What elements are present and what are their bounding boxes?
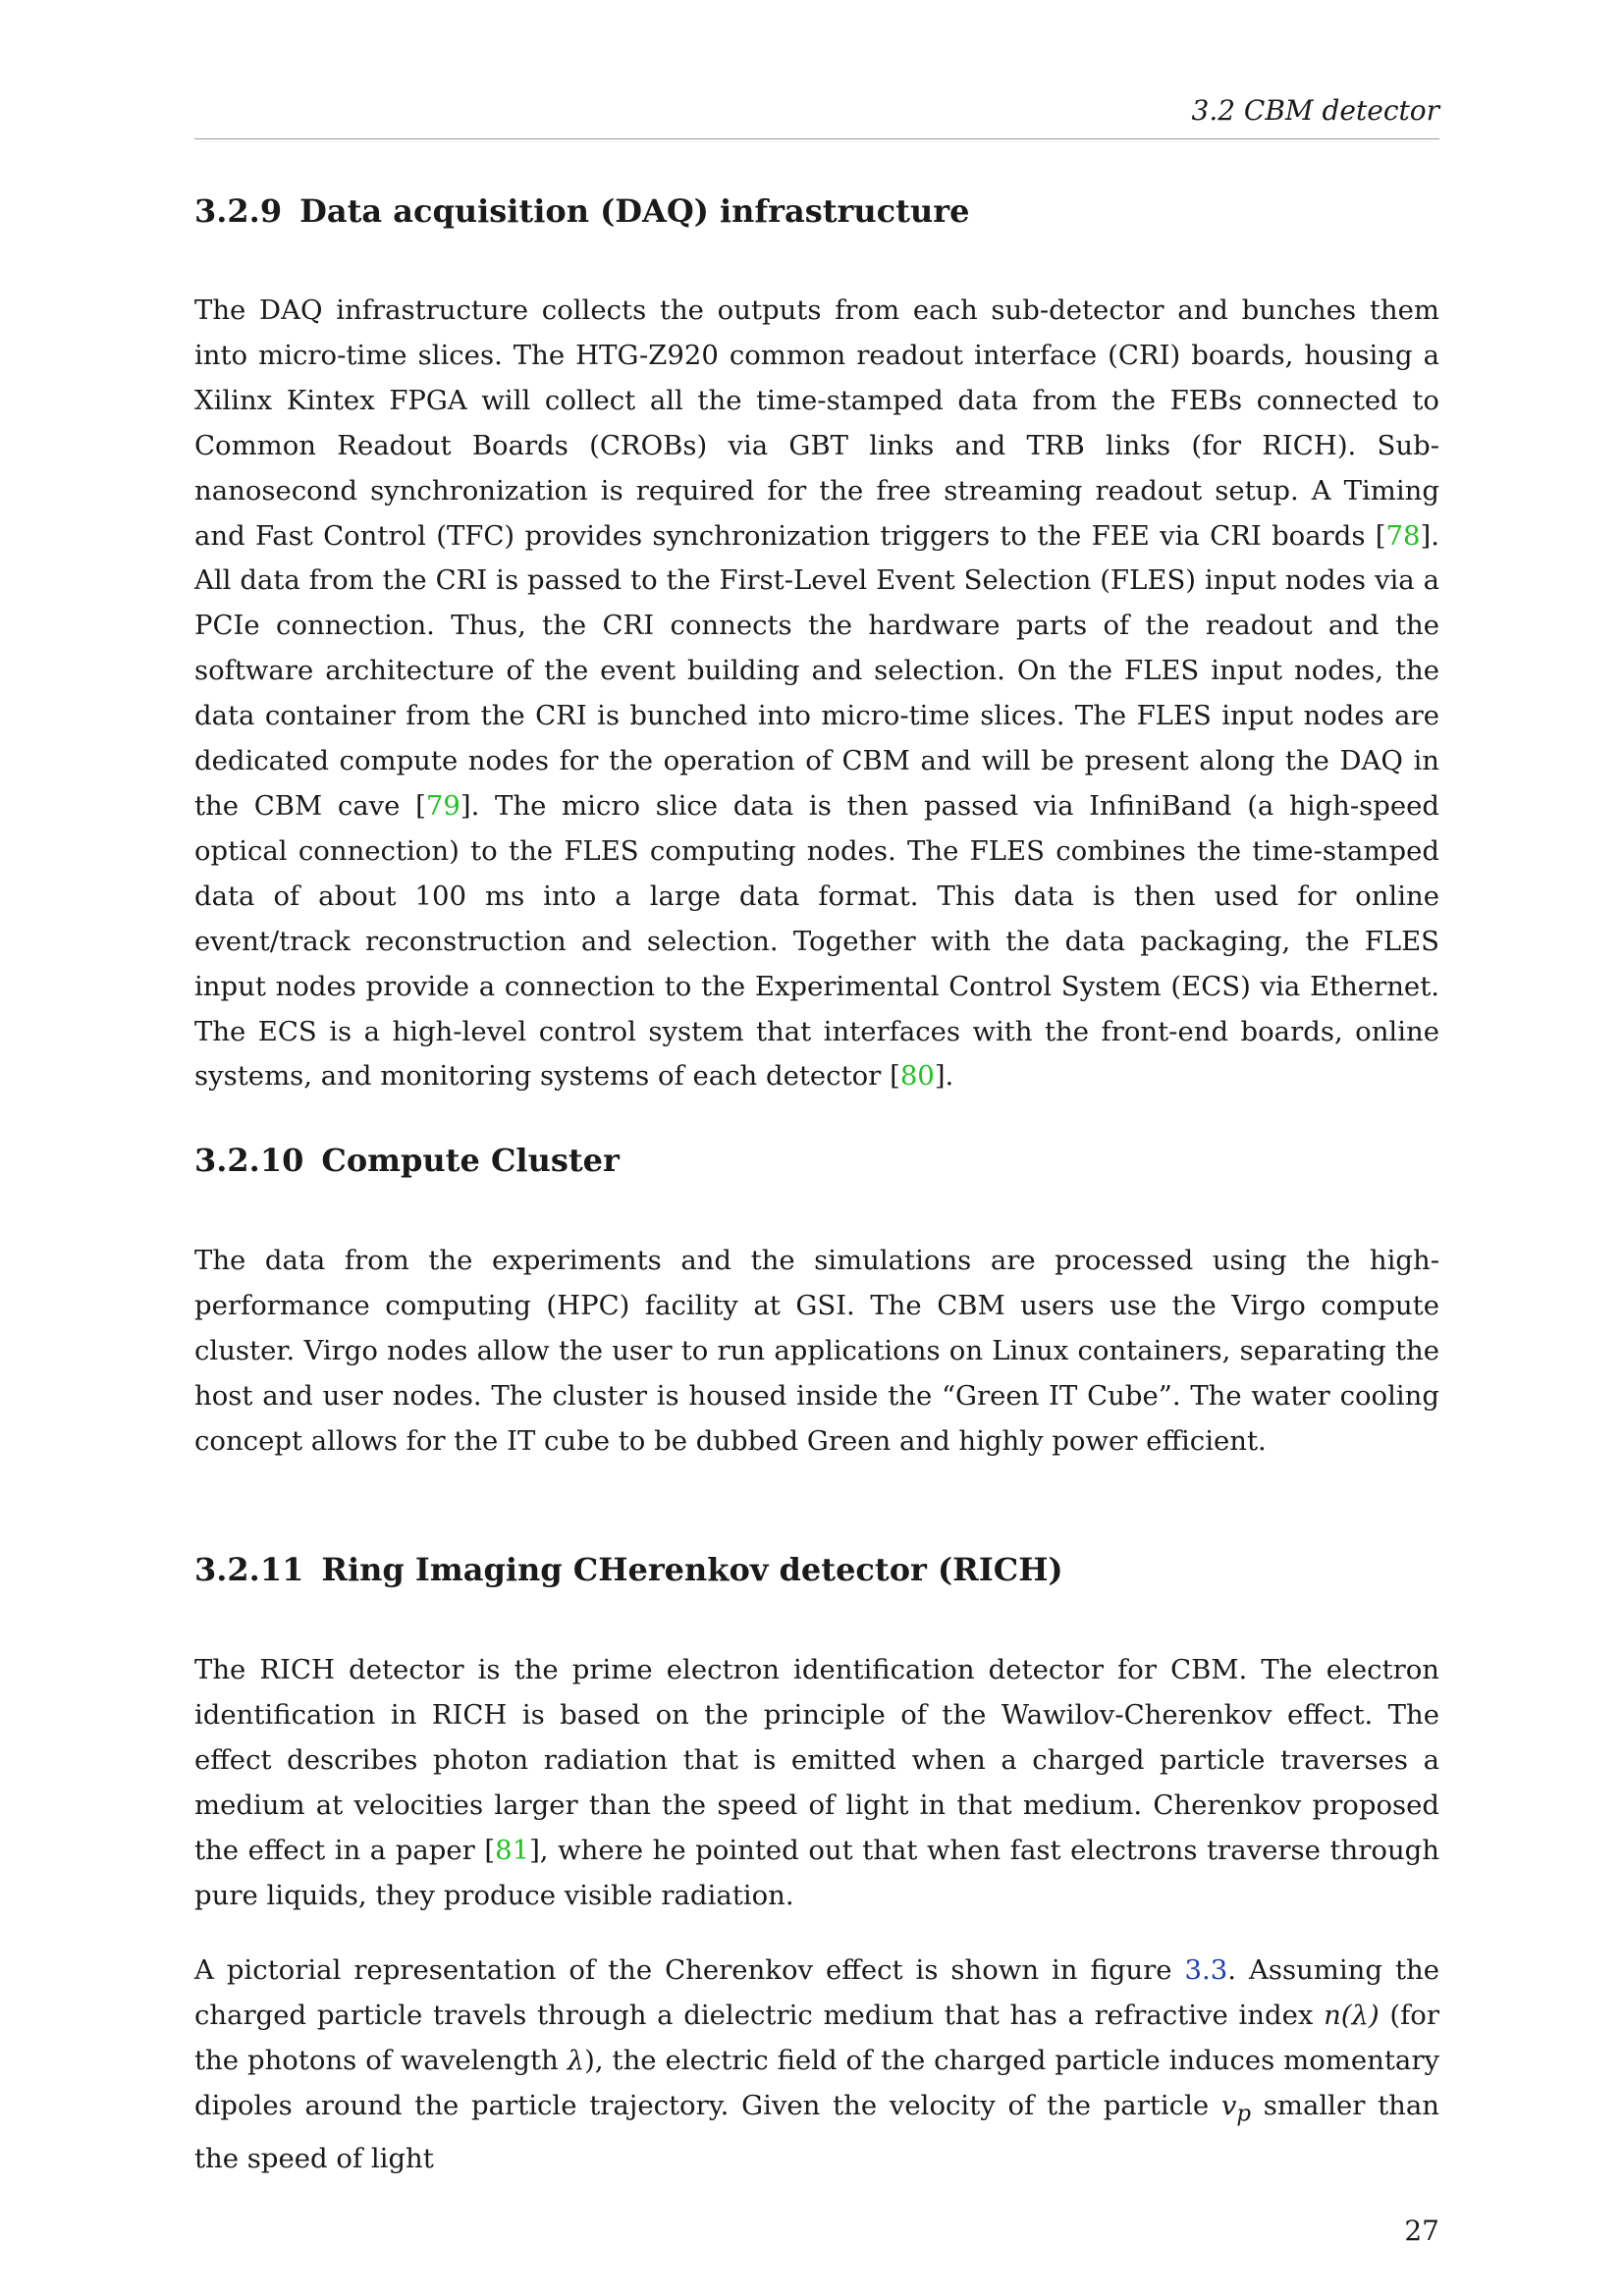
section-heading-daq (194, 192, 969, 230)
text-run: The data from the experiments and the simulations are processed using the high-performance computing (HPC) facility at GSI. The CBM users use the Virgo compute cluster. Virgo nodes allow the user to run applications on Linux containers, separating the host and user nodes. The cluster is housed inside the “Green IT Cube”. The water cooling concept allows for the IT cube to be dubbed Green and highly power efficient. (194, 1245, 1439, 1457)
paragraph-cherenkov-effect (194, 1949, 1439, 2182)
citation-link-80[interactable]: 80 (899, 1060, 935, 1093)
math-velocity-base: v (1220, 2089, 1237, 2121)
section-title: Ring Imaging CHerenkov detector (RICH) (321, 1551, 1063, 1588)
text-run: The RICH detector is the prime electron identification detector for CBM. The electron identification in RICH is based on the principle of the Wawilov-Cherenkov effect. The effect describes photon radiation that is emitted when a charged particle traverses a medium at velocities larger than the speed of light in that medium. Cherenkov proposed the effect in a paper [ (194, 1654, 1439, 1866)
text-run: ]. All data from the CRI is passed to the First-Level Event Selection (FLES) input nodes via a PCIe connection. Thus, the CRI connects the hardware parts of the readout and the software architecture of the event building and selection. On the FLES input nodes, the data container from the CRI is bunched into micro-time slices. The FLES input nodes are dedicated compute nodes for the operation of CBM and will be present along the DAQ in the CBM cave [ (194, 519, 1439, 822)
text-run: A pictorial representation of the Cherenkov effect is shown in figure (194, 1954, 1185, 1986)
text-run: ]. The micro slice data is then passed via InfiniBand (a high-speed optical connection) to the FLES computing nodes. The FLES combines the time-stamped data of about 100 ms into a large data format. This data is then used for online event/track reconstruction and selection. Together with the data packaging, the FLES input nodes provide a connection to the Experimental Control System (ECS) via Ethernet. The ECS is a high-level control system that interfaces with the front-end boards, online systems, and monitoring systems of each detector [ (194, 789, 1439, 1093)
paragraph-compute-cluster (194, 1239, 1439, 1465)
citation-link-78[interactable]: 78 (1385, 519, 1421, 552)
text-run: ), the electric field of the charged particle induces momentary dipoles around the particle trajectory. Given the velocity of the particle (194, 2044, 1439, 2121)
text-run: smaller than the speed of light (194, 2089, 1439, 2175)
text-run: ], where he pointed out that when fast electrons traverse through pure liquids, they produce visible radiation. (194, 1834, 1439, 1911)
math-refractive-index: n(λ) (1324, 1999, 1380, 2031)
section-number: 3.2.9 (194, 192, 283, 230)
text-run: ]. (934, 1060, 954, 1093)
math-wavelength: λ (567, 2044, 585, 2076)
section-number: 3.2.10 (194, 1142, 304, 1179)
text-run: . Assuming the charged particle travels through a dielectric medium that has a refractive index (194, 1954, 1439, 2031)
header-rule (194, 138, 1439, 139)
citation-link-81[interactable]: 81 (495, 1834, 530, 1866)
page-number: 27 (1404, 2215, 1439, 2247)
section-heading-compute-cluster (194, 1142, 620, 1179)
figure-reference-link[interactable]: 3.3 (1184, 1954, 1228, 1986)
paragraph-rich-intro (194, 1648, 1439, 1918)
citation-link-79[interactable]: 79 (425, 789, 460, 822)
section-title: Compute Cluster (321, 1142, 620, 1179)
math-velocity-subscript: p (1236, 2101, 1252, 2127)
section-title: Data acquisition (DAQ) infrastructure (299, 192, 970, 230)
text-run: (for the photons of wavelength (194, 1999, 1439, 2076)
section-heading-rich (194, 1551, 1063, 1588)
text-run: The DAQ infrastructure collects the outputs from each sub-detector and bunches them into micro-time slices. The HTG-Z920 common readout interface (CRI) boards, housing a Xilinx Kintex FPGA will collect all the time-stamped data from the FEBs connected to Common Readout Boards (CROBs) via GBT links and TRB links (for RICH). Sub-nanosecond synchronization is required for the free streaming readout setup. A Timing and Fast Control (TFC) provides synchronization triggers to the FEE via CRI boards [ (194, 294, 1439, 552)
section-number: 3.2.11 (194, 1551, 304, 1588)
math-velocity (1220, 2089, 1252, 2127)
running-header: 3.2 CBM detector (1191, 94, 1439, 127)
paragraph-daq (194, 289, 1439, 1099)
